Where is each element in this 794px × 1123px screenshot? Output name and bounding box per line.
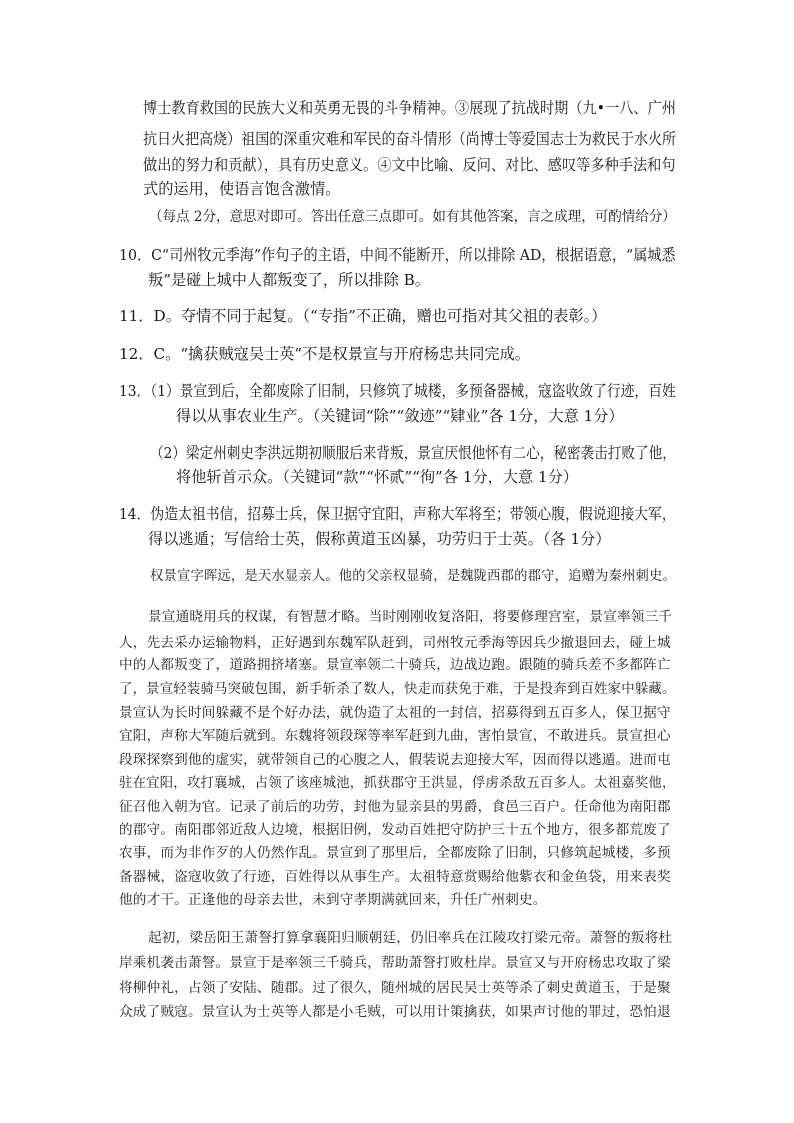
translation-para1-line-1: 权景宣字晖远，是天水显亲人。他的父亲权显骑，是魏陇西郡的郡守，追赠为秦州刺史。: [150, 568, 676, 584]
translation-para2-line-7: 段琛探察到他的虚实，就带领自己的心腹之人，假装说去迎接大军，因而得以逃遁。进而屯: [119, 752, 671, 768]
translation-para3-line-4: 众成了贼寇。景宣认为士英等人都是小毛贼，可以用计策擒获，如果声讨他的罪过，恐怕退: [119, 1004, 671, 1020]
scoring-note: （每点 2分，意思对即可。答出任意三点即可。如有其他答案，言之成理，可酌情给分）: [149, 209, 676, 225]
translation-para2-line-5: 景宣认为长时间躲藏不是个好办法，就伪造了太祖的一封信，招募得到五百多人，保卫据守: [119, 705, 671, 721]
translation-para3-line-1: 起初，梁岳阳王萧詧打算拿襄阳归顺朝廷，仍旧率兵在江陵攻打梁元帝。萧詧的叛将杜: [148, 930, 673, 946]
intro-line-1: 博士教育救国的民族大义和英勇无畏的斗争精神。③展现了抗战时期（九•一八、广州: [143, 99, 676, 117]
q10-line-1: 10．C“司州牧元季海”作句子的主语，中间不能断开，所以排除 AD，根据语意，“属城悉: [119, 246, 676, 264]
q13-1-line-1: 13．（1）景宣到后，全都废除了旧制，只修筑了城楼，多预备器械，寇盗收敛了行迹，百姓: [119, 382, 676, 400]
q10-line-2: 叛”是碰上城中人都叛变了，所以排除 B。: [148, 271, 430, 289]
translation-para2-line-6: 宜阳，声称大军随后就到。东魏将领段琛等率军赶到九曲，害怕景宣，不敢进兵。景宣担心: [119, 728, 671, 744]
translation-para2-line-1: 景宣通晓用兵的权谋，有智慧才略。当时刚刚收复洛阳，将要修理宫室，景宣率领三千: [148, 609, 673, 625]
translation-para3-line-2: 岸乘机袭击萧詧。景宣于是率领三千骑兵，帮助萧詧打败杜岸。景宣又与开府杨忠攻取了梁: [119, 955, 671, 971]
translation-para2-line-13: 他的才干。正逢他的母亲去世，未到守孝期满就回来，升任广州刺史。: [119, 892, 547, 908]
translation-para2-line-12: 备器械，盗寇收敛了行迹，百姓得以从事生产。太祖特意赏赐给他紫衣和金鱼袋，用来表奖: [119, 869, 671, 885]
intro-line-4: 式的运用，使语言饱含激情。: [143, 180, 341, 198]
q13-2-line-2: 将他斩首示众。（关键词“款”“怀贰”“徇”各 1分，大意 1分）: [176, 468, 579, 486]
intro-line-2: 抗日火把高烧）祖国的深重灾难和军民的奋斗情形（尚博士等爱国志士为救民于水火所: [143, 130, 677, 148]
translation-para2-line-10: 的郡守。南阳郡邻近敌人边境，根据旧例，发动百姓把守防护三十五个地方，很多都荒废了: [119, 822, 671, 838]
translation-para2-line-3: 中的人都叛变了，道路拥挤堵塞。景宣率领二十骑兵，边战边跑。跟随的骑兵差不多都阵亡: [119, 657, 671, 673]
translation-para2-line-2: 人，先去采办运输物料，正好遇到东魏军队赶到，司州牧元季海等因兵少撤退回去，碰上城: [119, 635, 671, 651]
translation-para2-line-11: 农事，而为非作歹的人仍然作乱。景宣到了那里后，全都废除了旧制，只修筑起城楼，多预: [119, 845, 671, 861]
intro-line-3: 做出的努力和贡献），具有历史意义。④文中比喻、反问、对比、感叹等多种手法和句: [143, 156, 676, 174]
q12-answer: 12．C。“擒获贼寇吴士英”不是权景宣与开府杨忠共同完成。: [119, 345, 530, 363]
q14-line-1: 14．伪造太祖书信，招募士兵，保卫据守宜阳，声称大军将至；带领心腹，假说迎接大军，: [119, 505, 676, 523]
translation-para2-line-8: 驻在宜阳，攻打襄城，占领了该座城池，抓获郡守王洪显，俘虏杀敌五百多人。太祖嘉奖他，: [119, 775, 676, 791]
q11-answer: 11．D。夺情不同于起复。（“专指”不正确，赠也可指对其父祖的表彰。）: [119, 307, 607, 325]
translation-para2-line-4: 了，景宣轻装骑马突破包围，新手斩杀了数人，快走而获免于难，于是投奔到百姓家中躲藏。: [119, 681, 676, 697]
q14-line-2: 得以逃遁；写信给士英，假称黄道玉凶暴，功劳归于士英。（各 1分）: [148, 530, 611, 548]
q13-1-line-2: 得以从事农业生产。（关键词“除”“敛迹”“肄业”各 1分，大意 1分）: [176, 407, 624, 425]
translation-para2-line-9: 征召他入朝为官。记录了前后的功劳，封他为显亲县的男爵，食邑三百户。任命他为南阳郡: [119, 799, 671, 815]
translation-para3-line-3: 将柳仲礼，占领了安陆、随郡。过了很久，随州城的居民吴士英等杀了刺史黄道玉，于是聚: [119, 980, 671, 996]
q13-2-line-1: （2）梁定州刺史李洪远期初顺服后来背叛，景宣厌恨他怀有二心，秘密袭击打败了他，: [150, 444, 676, 462]
